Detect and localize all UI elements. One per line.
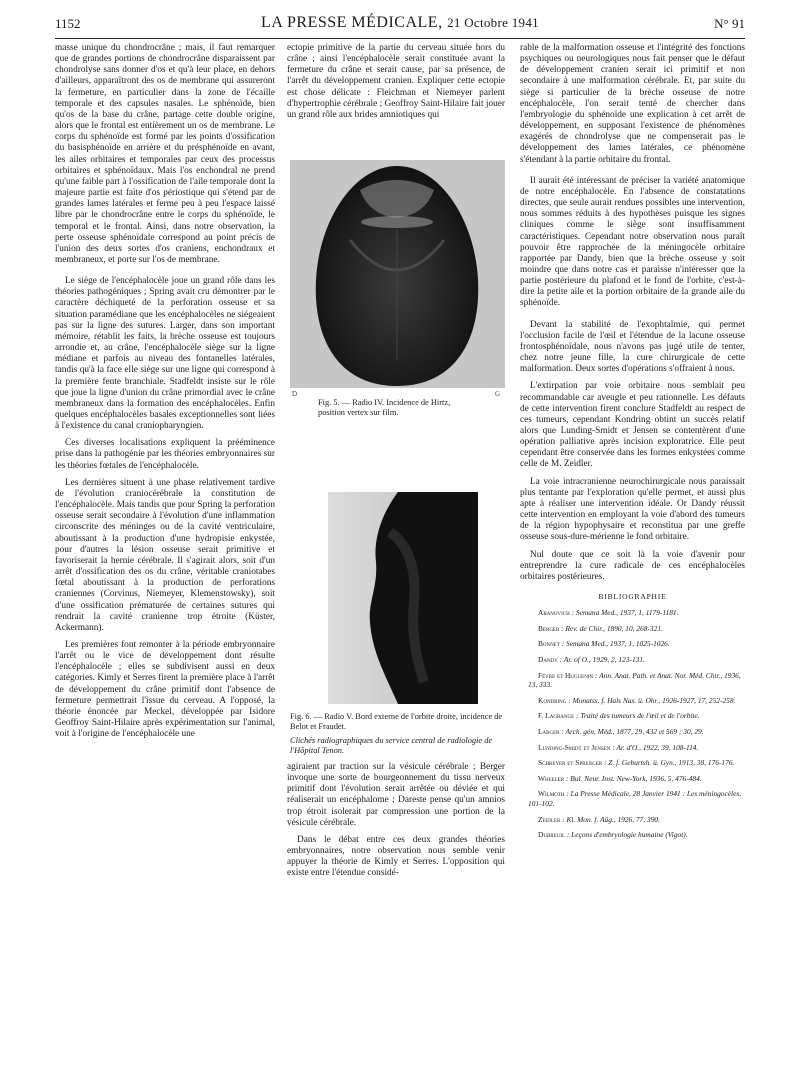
issue-date: 21 Octobre 1941: [447, 15, 539, 30]
bibliography-reference: : Monatss. f. Hals Nas. ü. Ohr., 1926-1927, 17, 252-258.: [568, 695, 736, 705]
bibliography-reference: : Z. f. Geburtsh. ü. Gyn., 1913, 38, 176-176.: [604, 758, 735, 768]
column-2-bottom: [287, 762, 505, 886]
page-header: [55, 14, 745, 36]
bibliography-title: BIBLIOGRAPHIE: [598, 592, 667, 602]
bibliography-entry: [520, 815, 745, 825]
column-3: [520, 43, 745, 846]
bibliography-reference: : Kl. Mon. f. Aüg., 1926, 77, 390.: [562, 814, 660, 824]
bibliography-author: Fèvre et Huguenin: [538, 670, 594, 680]
bibliography-entry: [520, 758, 745, 768]
figure-6-radiograph: [328, 492, 478, 704]
bibliography-author: Larger: [538, 726, 560, 736]
paragraph: L'extirpation par voie orbitaire nous semblait peu recommandable car aveugle et peu rationnelle. Les défauts de cette intervention firent conclure Stadfeldt au respect de ces tumeurs, cependant Kondring obtint un succès relatif alors que Lunding-Smidt et Jensen se contentèrent d'une opération palliative après incision exploratrice. Elle peut cependant être conservée dans les formes enkystées comme celle de M. Zeidler.: [520, 381, 745, 470]
bibliography-author: Lunding-Smidt et Jensen: [538, 742, 611, 752]
bibliography-entry: [520, 743, 745, 753]
bibliography-entry: [520, 608, 745, 618]
figure-5-caption: Fig. 5. — Radio IV. Incidence de Hirtz, position vertex sur film.: [318, 398, 451, 418]
paragraph: rable de la malformation osseuse et l'intégrité des fonctions psychiques ou neurologiques nous fait penser que le défaut de développement cranien serait ici primitif et non secondaire à une malformation cérébrale. Et, par suite du siège si particulier de la brèche osseuse de notre encéphalocèle, l'on serait tenté de chercher dans l'embryologie du sphénoïde une explication à cet arrêt de développement, en supposant l'existence de phénomènes exagérés de chondrolyse que ne compenserait pas le développement des lames latérales, ce phénomène s'étendant à la partie orbitaire du frontal.: [520, 43, 745, 165]
bibliography-entry: [520, 639, 745, 649]
bibliography-reference: : Semana Med., 1937, 1, 1025-1026.: [561, 639, 670, 649]
figure-6: [290, 488, 505, 760]
paragraph: La voie intracranienne neurochirurgicale nous paraissait plus tentante par l'exploration qu'elle permet, et aussi plus apte à réaliser une intervention idéale. Or Dandy réussit cette intervention en employant la voie d'abord des tumeurs de la région hypophysaire et reconstitua par une greffe osseuse sous-dure-mérienne le fond orbitaire.: [520, 476, 745, 543]
page-number: 1152: [55, 16, 81, 31]
journal-title: [55, 14, 745, 32]
journal-name: LA PRESSE MÉDICALE,: [261, 14, 443, 31]
paragraph: agiraient par traction sur la vésicule cérébrale ; Berger invoque une sorte de bourgeonnement du tissu nerveux primitif dont l'évolution serait arrêtée ou déviée et qui réaliserait un encéphalome ; Dareste pense qu'un amnios trop étroit isolerait par compression une portion de la vésicule cérébrale.: [287, 762, 505, 828]
bibliography-reference: : Ar. d'O., 1922, 39, 108-114.: [612, 742, 699, 752]
bibliography-author: Zeidler: [538, 814, 561, 824]
bibliography-entry: [520, 789, 745, 808]
bibliography-author: Dandy: [538, 654, 558, 664]
header-rule: [55, 38, 745, 39]
column-2-top: [287, 43, 505, 127]
bibliography-reference: : Traité des tumeurs de l'œil et de l'orbite.: [576, 711, 700, 721]
bibliography-author: Berger: [538, 623, 560, 633]
bibliography-entry: [520, 624, 745, 634]
bibliography-reference: : Semana Med., 1937, 1, 1179-1181.: [571, 608, 679, 618]
issue-number: N° 91: [714, 16, 745, 31]
bibliography-reference: : Bul. Neur. Inst. New-York, 1936, 5, 476-484.: [566, 773, 702, 783]
bibliography-reference: : La Presse Médicale, 28 Janvier 1941 : Les méningocèles, 101-102.: [528, 789, 742, 808]
bibliography-author: Kondring: [538, 695, 567, 705]
bibliography-entry: [520, 711, 745, 721]
bibliography-reference: : Arch. gén. Méd., 1877, 29, 432 et 569 ; 30, 29.: [561, 726, 704, 736]
bibliography-entry: [520, 727, 745, 737]
skull-vertex-radiograph: [290, 160, 505, 388]
figure-6-caption: Fig. 6. — Radio V. Bord externe de l'orbite droite, incidence de Belot et Fraudet.: [290, 712, 503, 732]
figure-5-label-right: G: [495, 390, 501, 398]
figure-6-credit: Clichés radiographiques du service central de radiologie de l'Hôpital Tenon.: [290, 736, 493, 756]
bibliography-author: Schreyer et Sprenger: [538, 758, 603, 768]
bibliography-entry: [520, 655, 745, 665]
bibliography-author: Wheeler: [538, 773, 565, 783]
bibliography-reference: : Ar. of O., 1929, 2, 123-131.: [559, 654, 645, 664]
bibliography-reference: : Ann. Anat. Path. et Anat. Nor. Méd. Chir., 1936, 13, 333.: [528, 670, 741, 690]
paragraph: Les dernières situent à une phase relativement tardive de l'évolution craniocérébrale la constitution de l'encéphalocèle. Mais tandis que pour Spring la perforation osseuse serait secondaire à l'évolution d'une inflammation circonscrite des méninges ou de la cavité ventriculaire, aboutissant à la production d'une hydropisie enkystée, pour d'autres la lésion osseuse serait primitive et favoriserait la hernie cérébrale. Il s'agirait alors, soit d'un arrêt d'ossification des os du crâne, véritable craniotabes fœtal aboutissant à la production de perforations craniennes (Corvinus, Niemeyer, Klemenstowsky), soit d'une ossification prématurée de certaines sutures qui rendrait la cavité cranienne trop étroite (Küster, Ackermann).: [55, 477, 275, 633]
paragraph: Nul doute que ce soit là la voie d'avenir pour entreprendre la cure radicale de ces encéphalocèles orbitaires postérieures.: [520, 549, 745, 582]
bibliography-author: Bonnet: [538, 639, 560, 649]
paragraph: Ces diverses localisations expliquent la prééminence prise dans la pathogénie par les théories embryonnaires sur les théories fœtales de l'encéphalocèle.: [55, 438, 275, 471]
paragraph: Le siège de l'encéphalocèle joue un grand rôle dans les théories pathogéniques ; Spring avait cru démontrer par le caractère déchiqueté de la perforation osseuse et sa situation paramédiane que les encéphalocèles ne siégeaient pas sur la ligne des sutures. Larger, dans son important mémoire, rétablit les faits, la brèche osseuse est toujours arrondie et, au crâne, l'encéphalocèle siège sur la ligne médiane et parfois au niveau des fontanelles latérales, tandis qu'à la face elle siège sur une ligne qui correspond à la première fente branchiale. Stadfeldt insiste sur le rôle que joue la ligne d'union du crâne primordial avec le crâne membraneux dans la formation des encéphalocèles. Enfin quelques encéphalocèles basales exceptionnelles sont liées à l'existence du canal craniopharyngien.: [55, 276, 275, 432]
paragraph: Les premières font remonter à la période embryonnaire l'arrêt ou le vice de développement dont résulte l'encéphalocèle ; elles se subdivisent aussi en deux catégories. Kimly et Serres firent la première place à l'arrêt de développement du crâne primitif dont l'absence de fermeture permettrait l'issue du cerveau. A l'opposé, la théorie énoncée par Meckel, développée par Isidore Geoffroy Saint-Hilaire après expérimentation sur l'animal, voit à l'origine de l'encéphalocèle une: [55, 639, 275, 740]
figure-5-radiograph: [290, 160, 505, 388]
paragraph: Il aurait été intéressant de préciser la variété anatomique de notre encéphalocèle. En l'absence de constatations directes, que seule aurait rendues possibles une intervention, nous sommes réduits à des hypothèses puisque les signes cliniques comme le siège sont insuffisamment caractéristiques. Cependant notre observation nous paraît pouvoir être rapprochée de la méningocèle orbitaire rapportée par Dandy, bien que la brèche osseuse y soit moindre que dans notre cas et paraisse n'intéresser que la partie postérieure du plafond et le fond de l'orbite, c'est-à-dire la petite aile et la portion orbitaire de la grande aile du sphénoïde.: [520, 175, 745, 309]
bibliography-author: Dubreuil: [538, 830, 566, 840]
bibliography-entry: [520, 774, 745, 784]
bibliography-author: Wilmoth: [538, 789, 565, 799]
bibliography-author: Abanovich: [538, 608, 570, 618]
figure-5-label-left: D: [292, 390, 298, 398]
bibliography-author: F. Lagrange: [538, 711, 575, 721]
paragraph: Devant la stabilité de l'exophtalmie, qui permet l'occlusion facile de l'œil et l'étendue de la lacune osseuse frontosphénoïdale, nous n'avons pas jugé utile de tenter, chez notre jeune fille, la cure chirurgicale de cette malformation. Deux sortes d'opérations s'offraient à nous.: [520, 319, 745, 375]
paragraph: Dans le débat entre ces deux grandes théories embryonnaires, notre observation nous semble venir appuyer la théorie de Kimly et Serres. L'opposition qui existe entre l'étendue considé-: [287, 834, 505, 879]
bibliography-reference: : Leçons d'embryologie humaine (Vigot).: [566, 830, 688, 840]
bibliography-reference: : Rev. de Chir., 1890, 10, 268-321.: [561, 623, 663, 633]
bibliography-entry: [520, 671, 745, 690]
bibliography-entry: [520, 696, 745, 706]
orbit-radiograph: [328, 492, 478, 704]
column-1: [55, 43, 275, 746]
bibliography-list: [520, 608, 745, 840]
bibliography-entry: [520, 830, 745, 840]
paragraph: ectopie primitive de la partie du cerveau située hors du crâne ; ainsi l'encéphalocèle serait constituée avant la fermeture du crâne et serait cause, par sa présence, de l'arrêt du développement cranien. Expliquer cette ectopie est chose délicate : Fleichman et Niemeyer parlent d'hypertrophie cérébrale ; Geoffroy Saint-Hilaire fait jouer un grand rôle aux brides amniotiques qui: [287, 43, 505, 120]
figure-5: [290, 160, 505, 450]
paragraph: masse unique du chondrocrâne ; mais, il faut remarquer que de grandes portions de chondrocrâne disparaissent par chondrolyse sans donner d'os et qu'à leur place, en dehors d'ailleurs, apparaîtront des os de membrane qui assureront la fermeture, en particulier dans la zone de l'écaille temporale et des capsules nasales. Le sphénoïde, bien qu'os de la base du crâne, partage cette double origine, alors que le frontal est entièrement un os de membrane. Le corps du sphénoïde est formé par les points d'ossification du basisphénoïde en arrière et du présphénoïde en avant, les ailes orbitaires et temporales par ceux des processus orbitaires et sphénoïdaux. Mais l'os enchondral ne prend qu'une faible part à l'ossification de l'aile temporale dont la majeure partie est faite d'os périostique qui s'étend par de grandes lames latérales et ferme peu à peu l'espace laissé libre par le chondrocrâne entre le corps du sphénoïde, le temporal et le frontal. Ainsi, dans notre observation, la perte osseuse sphénoïdale correspond au point précis de l'union des deux sortes d'os craniens, enchondraux et membraneux, et porte sur l'os de membrane.: [55, 43, 275, 265]
